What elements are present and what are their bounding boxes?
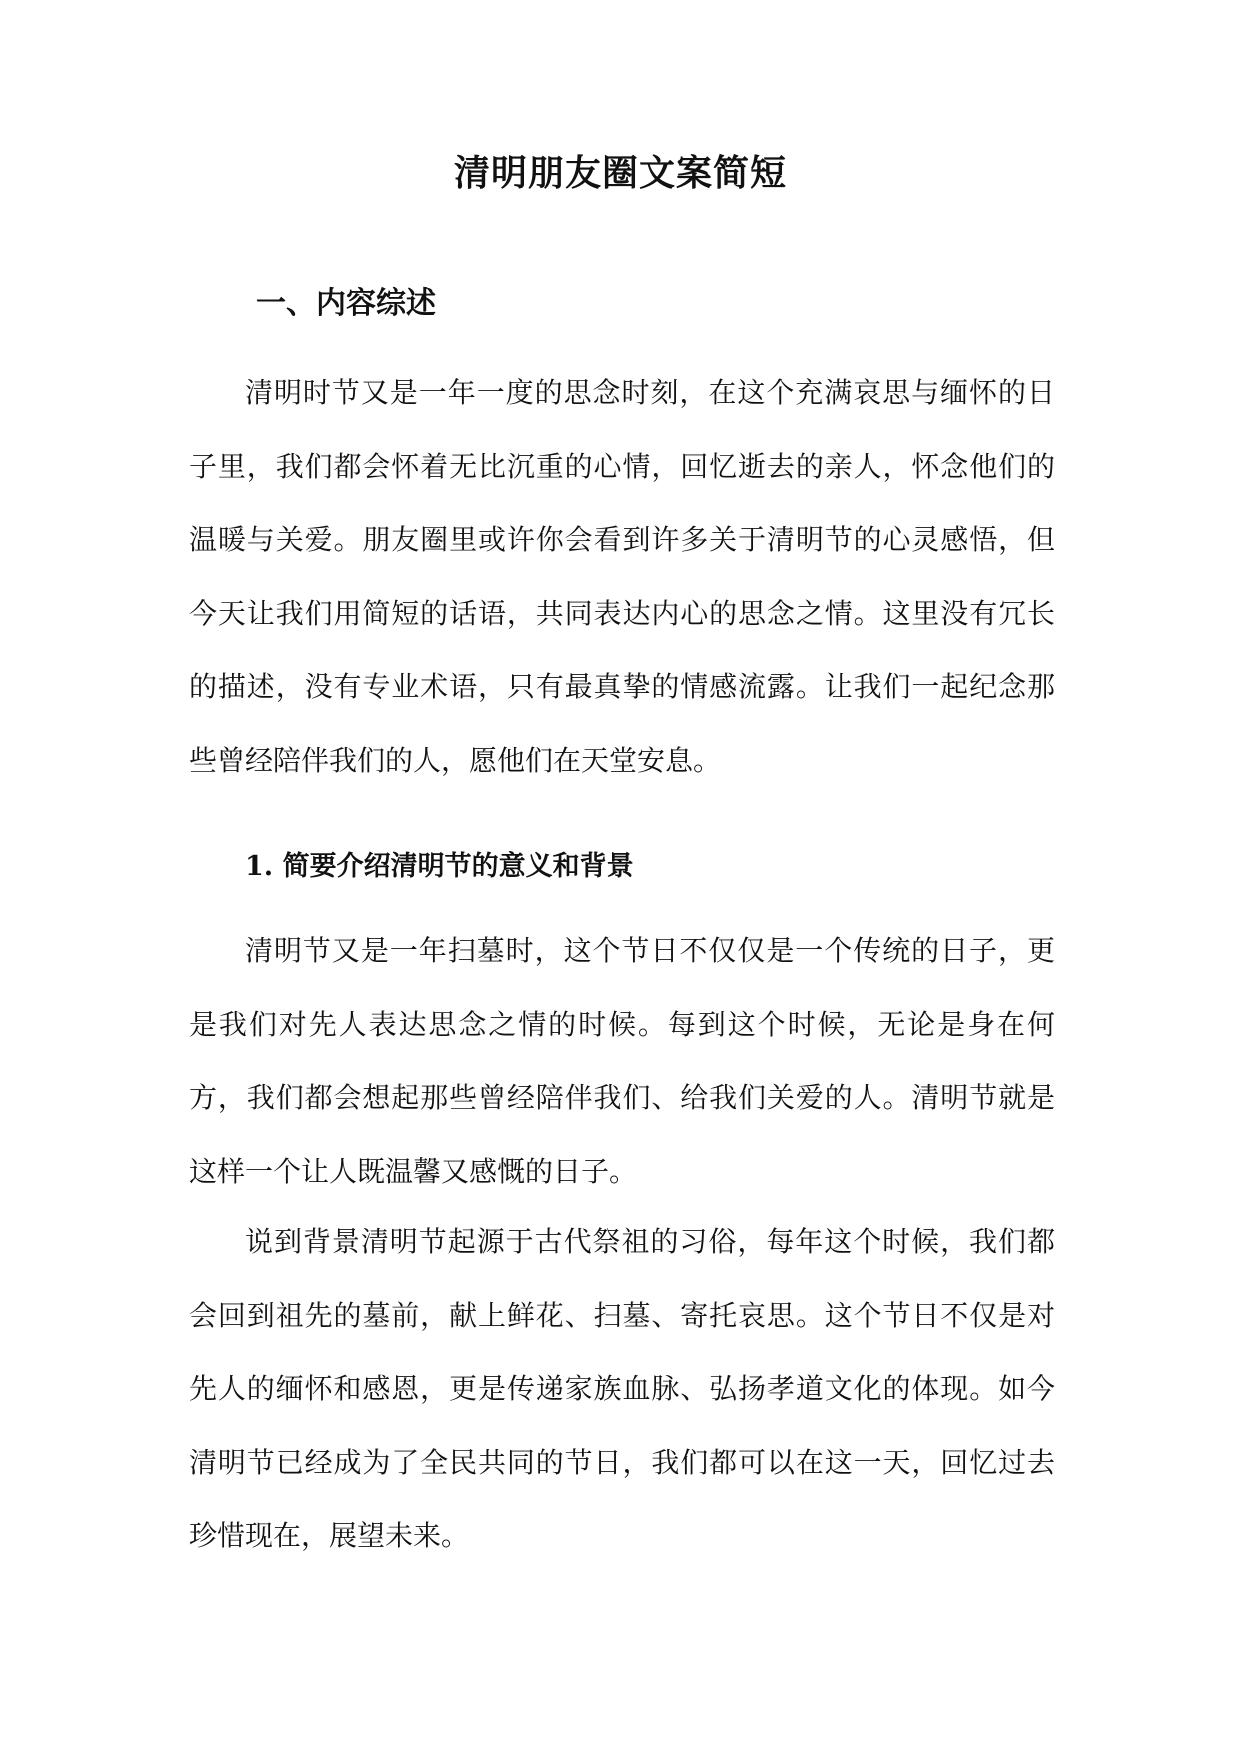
- overview-paragraph: 清明时节又是一年一度的思念时刻，在这个充满哀思与缅怀的日子里，我们都会怀着无比沉重的心情，回忆逝去的亲人，怀念他们的温暖与关爱。朋友圈里或许你会看到许多关于清明节的心灵感悟，但今天让我们用简短的话语，共同表达内心的思念之情。这里没有冗长的描述，没有专业术语，只有最真挚的情感流露。让我们一起纪念那些曾经陪伴我们的人，愿他们在天堂安息。: [189, 376, 1055, 777]
- section-heading-overview: 一、内容综述: [256, 286, 436, 321]
- page-title: 清明朋友圈文案简短: [453, 152, 787, 194]
- subsection-heading-meaning: 1. 简要介绍清明节的意义和背景: [245, 851, 634, 882]
- meaning-paragraph: 清明节又是一年扫墓时，这个节日不仅仅是一个传统的日子，更是我们对先人表达思念之情的时候。每到这个时候，无论是身在何方，我们都会想起那些曾经陪伴我们、给我们关爱的人。清明节就是这样一个让人既温馨又感慨的日子。: [189, 934, 1055, 1188]
- background-paragraph: 说到背景清明节起源于古代祭祖的习俗，每年这个时候，我们都会回到祖先的墓前，献上鲜花、扫墓、寄托哀思。这个节日不仅是对先人的缅怀和感恩，更是传递家族血脉、弘扬孝道文化的体现。如今清明节已经成为了全民共同的节日，我们都可以在这一天，回忆过去珍惜现在，展望未来。: [189, 1225, 1055, 1553]
